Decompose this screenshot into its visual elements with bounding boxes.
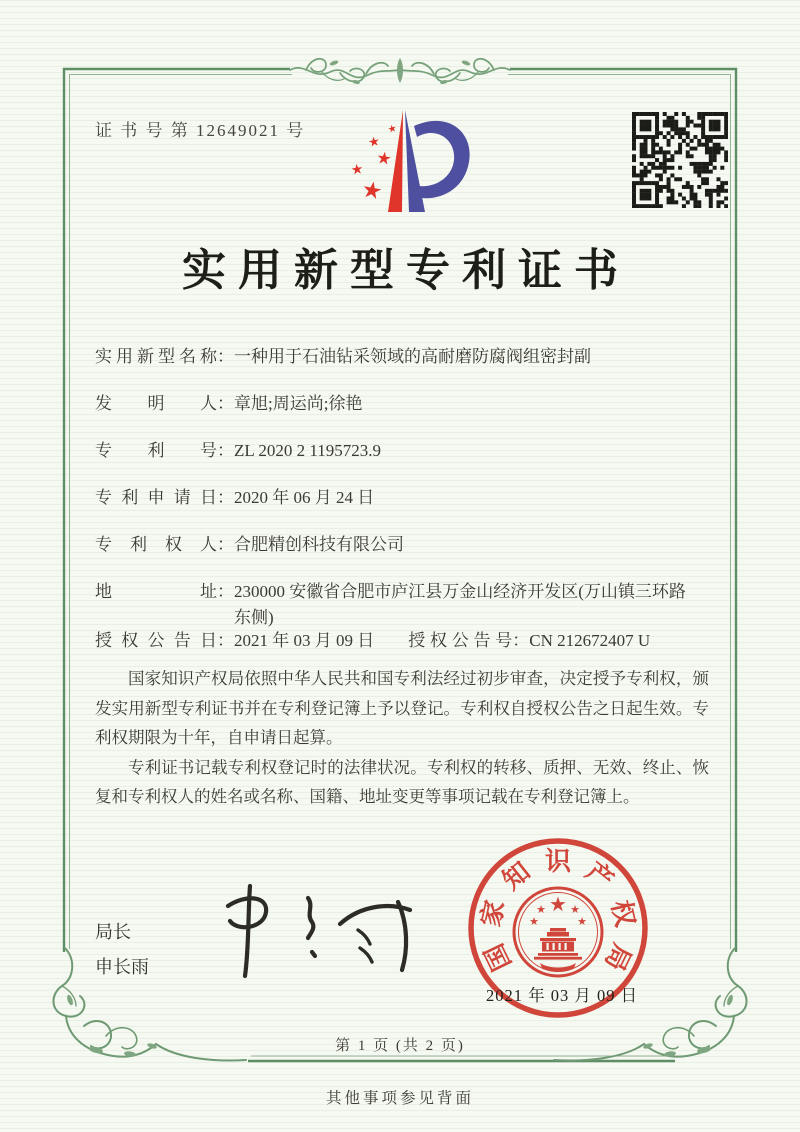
certificate-number: 证 书 号 第 12649021 号	[95, 121, 306, 140]
svg-text:国: 国	[479, 939, 517, 976]
svg-text:家: 家	[476, 897, 511, 930]
field-row-filing-date	[95, 485, 711, 511]
field-label: 专利权人	[95, 535, 217, 554]
svg-text:★: ★	[386, 123, 399, 136]
field-value: 合肥精创科技有限公司	[234, 535, 404, 554]
svg-text:★: ★	[549, 892, 567, 916]
grant-date-value: 2021 年 03 月 09 日	[234, 631, 375, 650]
field-row-inventors	[95, 391, 711, 417]
field-colon: ：	[217, 582, 234, 601]
field-value: 230000 安徽省合肥市庐江县万金山经济开发区(万山镇三环路东侧)	[234, 582, 686, 627]
certificate-title: 实用新型专利证书	[182, 246, 630, 295]
field-value: 2020 年 06 月 24 日	[234, 488, 375, 507]
svg-text:★: ★	[349, 161, 365, 179]
legal-paragraph-2: 专利证书记载专利权登记时的法律状况。专利权的转移、质押、无效、终止、恢复和专利权人的姓名或名称、国籍、地址变更等事项记载在专利登记簿上。	[95, 757, 709, 806]
svg-text:★: ★	[529, 915, 539, 928]
field-colon: ：	[217, 535, 234, 554]
svg-text:权: 权	[605, 897, 640, 930]
seal-date: 2021 年 03 月 09 日	[486, 986, 639, 1005]
svg-text:产: 产	[580, 856, 619, 896]
field-row-address	[95, 579, 711, 631]
field-label: 专利申请日	[95, 488, 217, 507]
svg-text:★: ★	[536, 903, 546, 916]
field-row-patentee	[95, 532, 711, 558]
page-number: 第 1 页 (共 2 页)	[335, 1038, 465, 1054]
field-row-patent-no	[95, 438, 711, 464]
field-colon: ：	[217, 631, 234, 650]
svg-text:★: ★	[359, 176, 385, 206]
field-label: 专利号	[95, 441, 217, 460]
legal-text	[95, 664, 709, 812]
grant-row	[95, 628, 715, 654]
field-row-name	[95, 344, 711, 370]
commissioner-signature-icon	[212, 872, 432, 990]
field-label: 地址	[95, 582, 217, 601]
svg-text:★: ★	[570, 903, 580, 916]
cnipa-patent-logo-icon	[330, 106, 480, 228]
national-emblem-icon	[514, 888, 602, 976]
field-colon: ：	[512, 631, 530, 650]
grant-no-label: 授权公告号	[408, 631, 513, 650]
field-value: 章旭;周运尚;徐艳	[234, 394, 363, 413]
top-ornament-icon	[290, 58, 510, 85]
svg-text:知: 知	[497, 856, 536, 896]
commissioner-title: 局长	[95, 922, 131, 942]
fields-section	[95, 344, 711, 641]
back-side-note: 其他事项参见背面	[325, 1090, 474, 1107]
legal-paragraph-1: 国家知识产权局依照中华人民共和国专利法经过初步审查，决定授予专利权，颁发实用新型专利证书并在专利登记簿上予以登记。专利权自授权公告之日起生效。专利权期限为十年，自申请日起算。	[95, 669, 709, 747]
field-colon: ：	[217, 394, 234, 413]
svg-text:★: ★	[367, 134, 382, 151]
grant-no-value: CN 212672407 U	[529, 631, 651, 650]
field-colon: ：	[217, 347, 234, 366]
field-value: 一种用于石油钻采领域的高耐磨防腐阀组密封副	[234, 347, 591, 366]
commissioner-name: 申长雨	[95, 957, 149, 977]
field-label: 发明人	[95, 394, 217, 413]
svg-text:★: ★	[375, 148, 393, 170]
logo-p-shape	[388, 110, 470, 212]
qr-code	[632, 112, 728, 208]
field-colon: ：	[217, 441, 234, 460]
field-colon: ：	[217, 488, 234, 507]
field-value: ZL 2020 2 1195723.9	[234, 441, 382, 460]
svg-text:★: ★	[577, 915, 587, 928]
grant-date-label: 授权公告日	[95, 631, 217, 650]
field-label: 实用新型名称	[95, 347, 217, 366]
svg-text:识: 识	[544, 846, 572, 876]
svg-text:局: 局	[599, 939, 637, 976]
